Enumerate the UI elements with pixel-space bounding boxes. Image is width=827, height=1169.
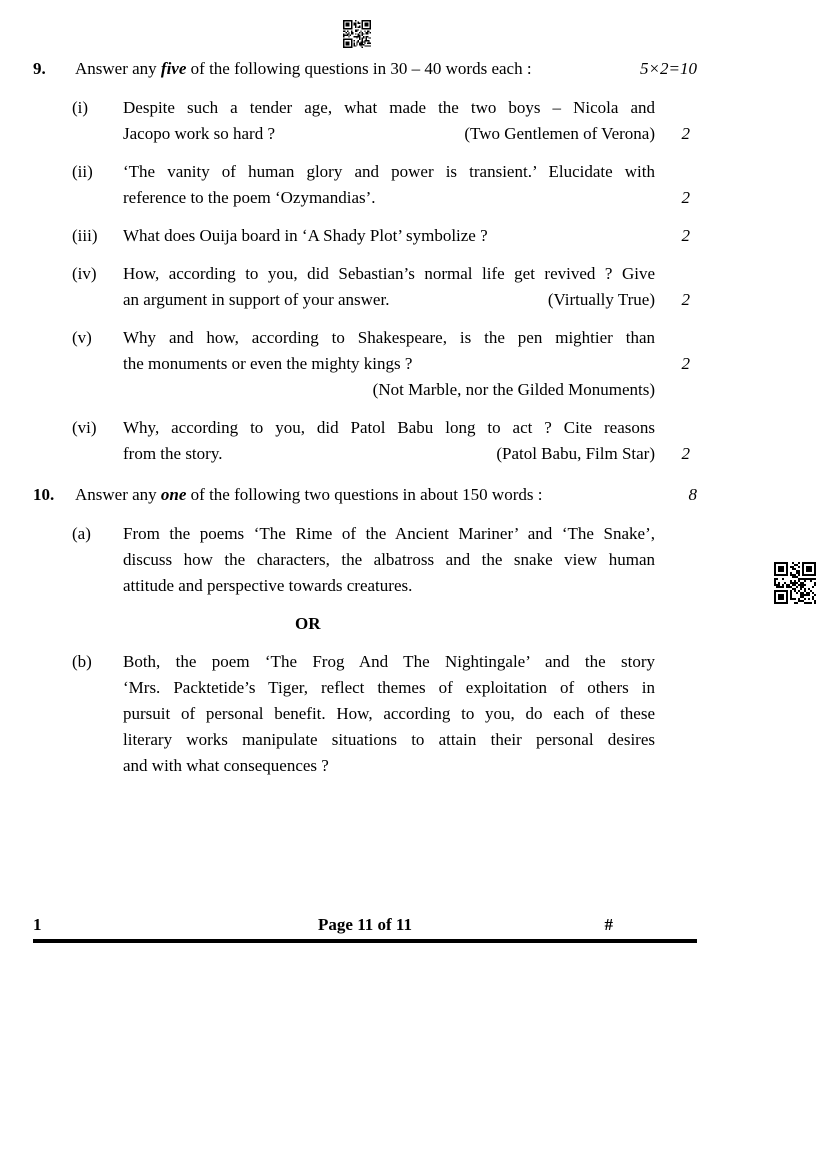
- or-separator: OR: [295, 614, 321, 633]
- question-line: and with what consequences ?: [123, 756, 329, 775]
- marks: 2: [681, 444, 690, 463]
- question-marks: 8: [688, 485, 697, 504]
- page-number-label: Page 11 of 11: [318, 915, 412, 934]
- question-line: pursuit of personal benefit. How, according to you, do each of these: [123, 704, 655, 723]
- marks: 2: [681, 124, 690, 143]
- question-marks: 5×2=10: [640, 59, 697, 78]
- question-9-heading: [33, 56, 697, 82]
- intro-text: Answer any: [75, 59, 161, 78]
- subquestion-b: [72, 649, 697, 779]
- source-attribution: (Patol Babu, Film Star): [496, 444, 655, 463]
- subquestion-row: [72, 649, 697, 779]
- question-line: Both, the poem ‘The Frog And The Nightingale’ and the story: [123, 652, 655, 671]
- subquestion-text: [123, 95, 655, 147]
- intro-emphasis: five: [160, 59, 187, 78]
- question-line-text: an argument in support of your answer.: [123, 290, 390, 309]
- source-attribution: (Virtually True): [547, 290, 655, 309]
- subquestion-row: [72, 325, 697, 377]
- subquestion-a: [72, 521, 697, 599]
- question-line: How, according to you, did Sebastian’s normal life get revived ? Give: [123, 264, 655, 283]
- question-9-subquestions: [33, 95, 697, 467]
- question-line: literary works manipulate situations to attain their personal desires: [123, 730, 655, 749]
- subquestion-text: [123, 415, 655, 467]
- question-line: Why, according to you, did Patol Babu long to act ? Cite reasons: [123, 418, 655, 437]
- subquestion-text: [123, 649, 655, 779]
- question-10-option-a: [33, 521, 697, 599]
- question-line: the monuments or even the mighty kings ?: [123, 354, 413, 373]
- subquestion-iii: [72, 223, 697, 249]
- question-line: [123, 121, 655, 147]
- subquestion-row: [72, 95, 697, 147]
- subquestion-label: (ii): [72, 162, 93, 181]
- question-line-text: from the story.: [123, 444, 223, 463]
- question-line: ‘Mrs. Packtetide’s Tiger, reflect themes of exploitation of others in: [123, 678, 655, 697]
- footer-rule: [33, 939, 697, 943]
- subquestion-text: [123, 325, 655, 377]
- qr-code-top-icon: [343, 20, 371, 56]
- marks: 2: [681, 354, 690, 373]
- page-footer: [33, 912, 697, 938]
- subquestion-row: [72, 261, 697, 313]
- question-line: What does Ouija board in ‘A Shady Plot’ symbolize ?: [123, 226, 488, 245]
- subquestion-i: [72, 95, 697, 147]
- qr-code-side-icon: [774, 562, 816, 612]
- question-9: [33, 56, 697, 467]
- question-10-heading: [33, 482, 697, 508]
- question-line: discuss how the characters, the albatross and the snake view human: [123, 550, 655, 569]
- subquestion-label: (vi): [72, 418, 97, 437]
- subquestion-row: [72, 415, 697, 467]
- subquestion-row: [72, 223, 697, 249]
- page-content: [33, 56, 697, 791]
- subquestion-ii: [72, 159, 697, 211]
- subquestion-text: [123, 223, 655, 249]
- subquestion-label: (b): [72, 652, 92, 671]
- question-10-option-b: [33, 649, 697, 779]
- question-10: [33, 482, 697, 779]
- question-line: attitude and perspective towards creatures.: [123, 576, 413, 595]
- subquestion-label: (a): [72, 524, 91, 543]
- question-line: reference to the poem ‘Ozymandias’.: [123, 188, 376, 207]
- intro-text: of the following two questions in about 150 words :: [186, 485, 543, 504]
- subquestion-text: [123, 261, 655, 313]
- question-line: [123, 441, 655, 467]
- intro-emphasis: one: [160, 485, 187, 504]
- marks: 2: [681, 226, 690, 245]
- intro-text: of the following questions in 30 – 40 words each :: [186, 59, 532, 78]
- question-line: Why and how, according to Shakespeare, is the pen mightier than: [123, 328, 655, 347]
- question-intro: [75, 56, 627, 82]
- question-number: 10.: [33, 485, 55, 504]
- subquestion-row: [72, 159, 697, 211]
- source-attribution: (Not Marble, nor the Gilded Monuments): [372, 380, 655, 399]
- question-line: [123, 287, 655, 313]
- marks: 2: [681, 290, 690, 309]
- source-attribution: (Two Gentlemen of Verona): [464, 124, 655, 143]
- subquestion-label: (iv): [72, 264, 97, 283]
- subquestion-label: (v): [72, 328, 92, 347]
- footer-hash-mark: #: [604, 915, 613, 934]
- question-line: From the poems ‘The Rime of the Ancient Mariner’ and ‘The Snake’,: [123, 524, 655, 543]
- question-number: 9.: [33, 59, 46, 78]
- subquestion-label: (iii): [72, 226, 98, 245]
- question-line: Despite such a tender age, what made the two boys – Nicola and: [123, 98, 655, 117]
- subquestion-vi: [72, 415, 697, 467]
- subquestion-v: [72, 325, 697, 403]
- subquestion-iv: [72, 261, 697, 313]
- question-intro: [75, 482, 627, 508]
- question-line-text: Jacopo work so hard ?: [123, 124, 276, 143]
- question-line: ‘The vanity of human glory and power is transient.’ Elucidate with: [123, 162, 655, 181]
- subquestion-text: [123, 159, 655, 211]
- subquestion-row: [72, 521, 697, 599]
- intro-text: Answer any: [75, 485, 161, 504]
- marks: 2: [681, 188, 690, 207]
- subquestion-label: (i): [72, 98, 89, 117]
- subquestion-text: [123, 521, 655, 599]
- footer-left-number: 1: [33, 915, 42, 934]
